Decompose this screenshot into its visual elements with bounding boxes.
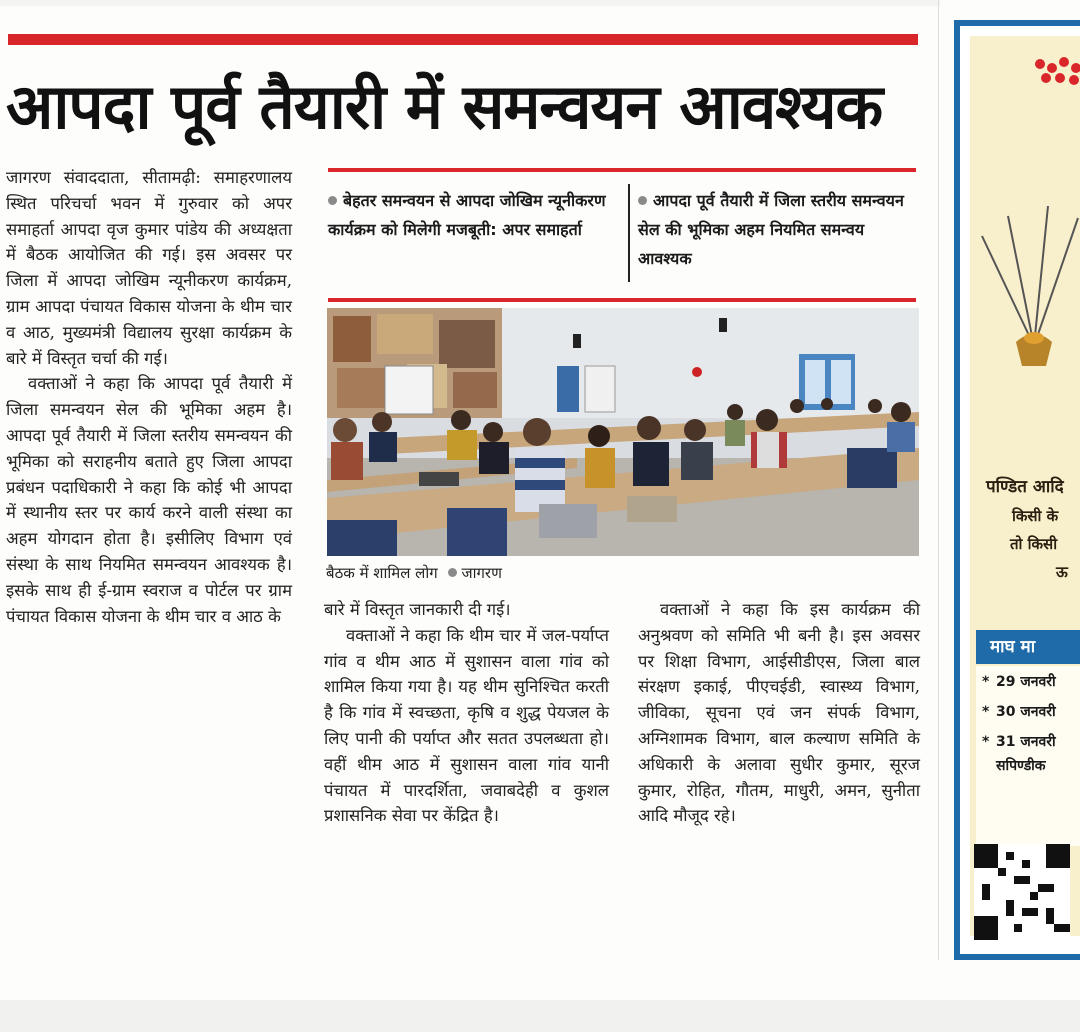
paragraph: जागरण संवाददाता, सीतामढ़ी: समाहरणालय स्थित परिचर्चा भवन में गुरुवार को अपर समाहर्ता आपदा वृज कुमार पांडेय की अध्यक्षता में बैठक आयोजित की गई। इस अवसर पर जिला में आपदा जोखिम न्यूनीकरण कार्यक्रम, ग्राम आपदा पंचायत विकास योजना के थीम चार व आठ, मुख्यमंत्री विद्यालय सुरक्षा कार्यक्रम के बारे में विस्तृत चर्चा की गई। — [6, 168, 292, 368]
column-divider — [938, 0, 939, 960]
paragraph: वक्ताओं ने कहा कि आपदा पूर्व तैयारी में जिला समन्वयन सेल की भूमिका अहम है। आपदा पूर्व तैयारी में जिला स्तरीय समन्वयन की भूमिका को सराहनीय बताते हुए जिला आपदा प्रबंधन पदाधिकारी ने कहा कि कोई भी आपदा में स्थानीय स्तर पर कार्य करने वाली संस्था का अहम योगदान होता है। इसीलिए विभाग एवं संस्था के साथ नियमित समन्वयन आवश्यक है। इसके साथ ही ई-ग्राम स्वराज व पोर्टल पर ग्राम पंचायत विकास योजना के थीम चार व आठ के — [6, 374, 292, 626]
paragraph: बारे में विस्तृत जानकारी दी गई। — [324, 600, 511, 619]
page-top-edge — [0, 0, 940, 6]
ad-banner: माघ मा — [976, 630, 1080, 664]
ad-date-list — [976, 666, 1080, 846]
bullet-icon — [328, 196, 337, 205]
meeting-photo-illustration — [327, 308, 919, 556]
meeting-photo — [327, 308, 919, 556]
paragraph: वक्ताओं ने कहा कि थीम चार में जल-पर्याप्त गांव व थीम आठ में सुशासन वाला गांव को शामिल किया गया है। यह थीम सुनिश्चित करती है कि गांव में स्वच्छता, कृषि व शुद्ध पेयजल के लिए पानी की पर्याप्त और सतत उपलब्धता हो। वहीं थीम आठ में सुशासन वाला गांव यानी पंचायत में पारदर्शिता, जवाबदेही व कुशल प्रशासनिक सेवा पर केंद्रित है। — [324, 625, 609, 826]
article-headline: आपदा पूर्व तैयारी में समन्वयन आवश्यक — [6, 70, 883, 143]
highlight-item — [638, 186, 916, 273]
ad-line: पण्डित आदि — [986, 477, 1064, 497]
ad-line: किसी के — [1012, 507, 1059, 525]
highlight-separator — [628, 184, 630, 282]
article-column-2 — [324, 597, 609, 829]
ad-list-item: * 29 जनवरी — [982, 674, 1056, 690]
ad-list-item: * 30 जनवरी — [982, 704, 1056, 720]
bullet-icon — [448, 568, 457, 577]
ad-list-item: सपिण्डीक — [996, 758, 1046, 774]
photo-caption — [326, 562, 502, 584]
ad-line: तो किसी — [1010, 535, 1058, 553]
ad-logo-icon — [1030, 54, 1080, 94]
bottom-margin — [0, 1000, 1080, 1032]
highlight-text: आपदा पूर्व तैयारी में जिला स्तरीय समन्वयन सेल की भूमिका अहम नियमित समन्वय आवश्यक — [638, 191, 904, 268]
ad-line: ऊ — [1056, 563, 1068, 581]
highlights-box — [328, 168, 916, 302]
ad-lamp-icon — [978, 206, 1080, 376]
advertisement — [954, 20, 1080, 960]
caption-text: बैठक में शामिल लोग — [326, 564, 438, 582]
caption-credit: जागरण — [461, 564, 502, 582]
headline-rule — [8, 34, 918, 45]
paragraph: वक्ताओं ने कहा कि इस कार्यक्रम की अनुश्रवण को समिति भी बनी है। इस अवसर पर शिक्षा विभाग, आईसीडीएस, जिला बाल संरक्षण इकाई, पीएचईडी, स्वास्थ्य विभाग, जीविका, सूचना एवं जन संपर्क विभाग, अग्निशामक विभाग, बाल कल्याण समिति के अधिकारी के अलावा सुधीर कुमार, सूरज कुमार, रोहित, गौतम, माधुरी, अमन, सुनीता आदि मौजूद रहे। — [638, 600, 920, 826]
bullet-icon — [638, 196, 647, 205]
ad-list-item: * 31 जनवरी — [982, 734, 1056, 750]
highlight-item — [328, 186, 618, 244]
article-column-3 — [638, 597, 920, 829]
highlight-text: बेहतर समन्वयन से आपदा जोखिम न्यूनीकरण कार्यक्रम को मिलेगी मजबूती: अपर समाहर्ता — [328, 191, 606, 239]
article-column-1 — [6, 165, 292, 629]
qr-code-icon — [974, 844, 1070, 940]
